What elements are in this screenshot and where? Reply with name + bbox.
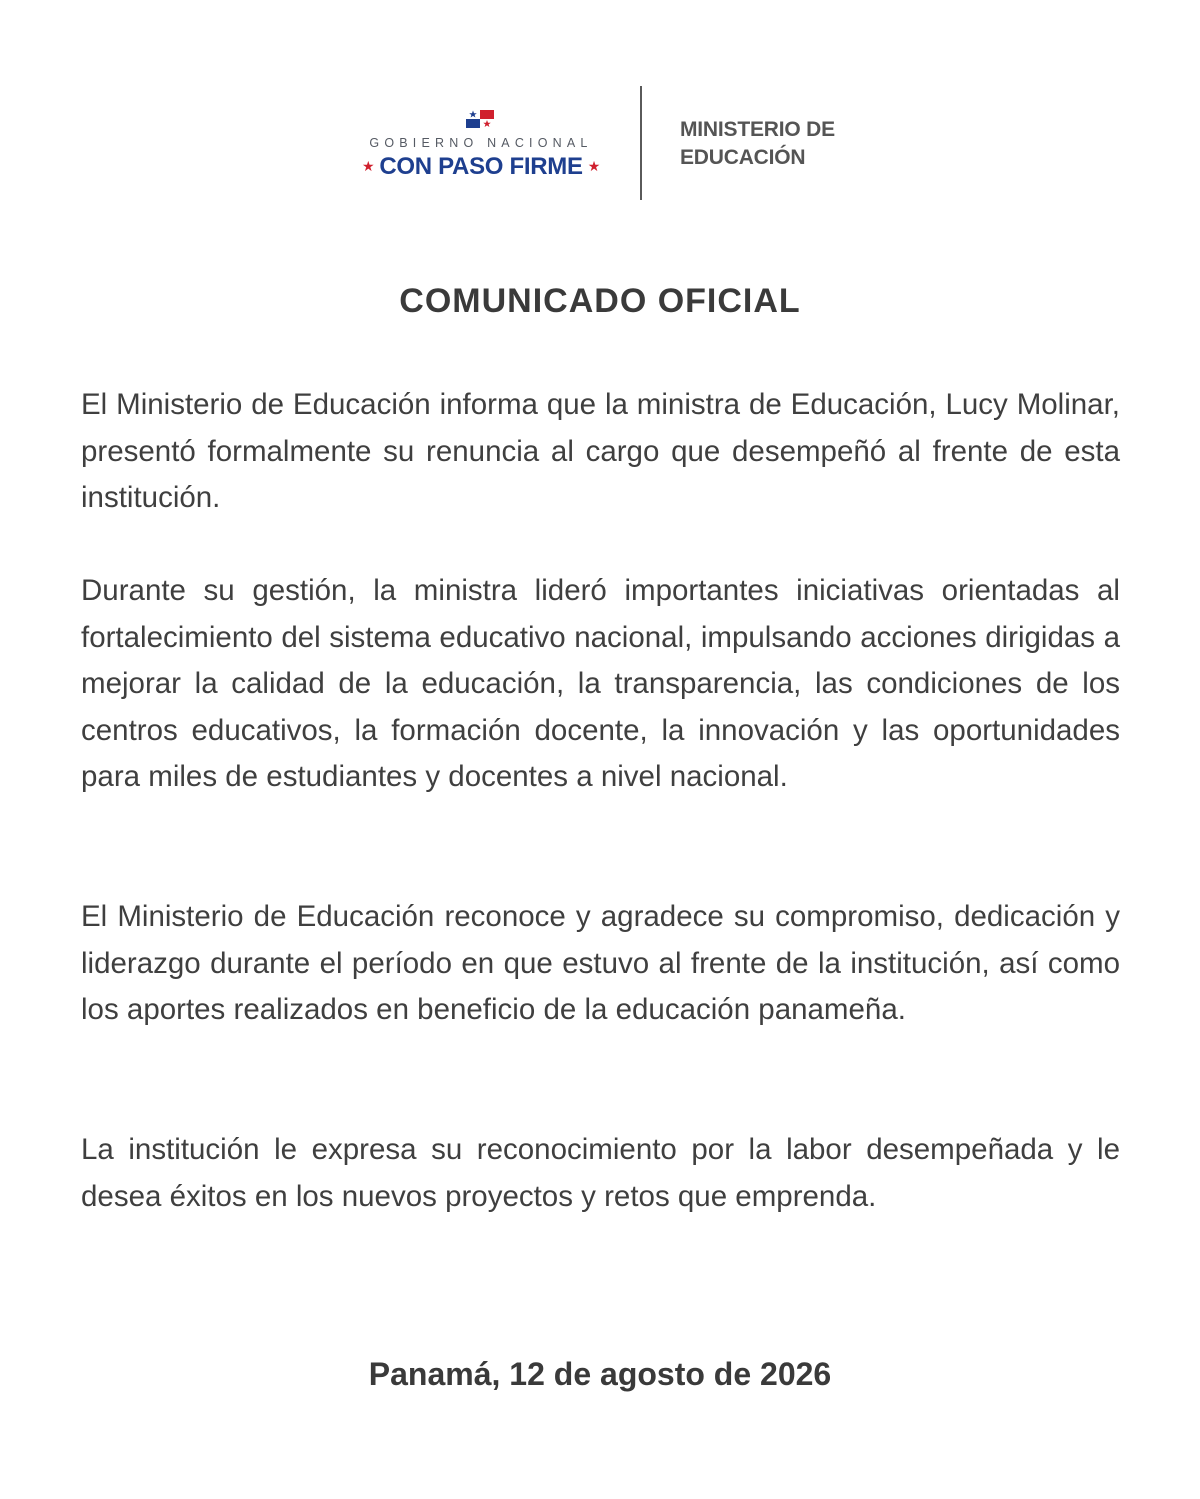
header-logos (0, 86, 1200, 202)
paragraph-1: El Ministerio de Educación informa que la ministra de Educación, Lucy Molinar, presentó formalmente su renuncia al cargo que desempeñó al frente de esta institución. (81, 388, 1120, 514)
star-icon: ★ (587, 158, 600, 174)
ministry-line-1: MINISTERIO DE (680, 118, 835, 141)
paragraph-2: Durante su gestión, la ministra lideró importantes iniciativas orientadas al fortalecimiento del sistema educativo nacional, impulsando acciones dirigidas a mejorar la calidad de la educación, la transparencia, las condiciones de los centros educativos, la formación docente, la innovación y las oportunidades para miles de estudiantes y docentes a nivel nacional. (81, 574, 1120, 793)
government-small-text: GOBIERNO NACIONAL (369, 136, 593, 150)
star-icon: ★ (362, 158, 375, 174)
document-date: Panamá, 12 de agosto de 2026 (368, 1356, 832, 1392)
ministry-logo (680, 116, 900, 172)
government-slogan (352, 153, 610, 181)
government-logo (352, 110, 610, 190)
slogan-text: CON PASO FIRME (379, 153, 583, 180)
paragraph-4: La institución le expresa su reconocimiento por la labor desempeñada y le desea éxitos en los nuevos proyectos y retos que emprenda. (81, 1133, 1120, 1213)
logo-divider (640, 86, 642, 200)
ministry-line-2: EDUCACIÓN (680, 146, 806, 169)
panama-flag-icon (466, 110, 494, 128)
document-title: COMUNICADO OFICIAL (399, 282, 801, 320)
paragraph-3: El Ministerio de Educación reconoce y agradece su compromiso, dedicación y liderazgo durante el período en que estuvo al frente de la institución, así como los aportes realizados en beneficio de la educación panameña. (81, 900, 1120, 1026)
